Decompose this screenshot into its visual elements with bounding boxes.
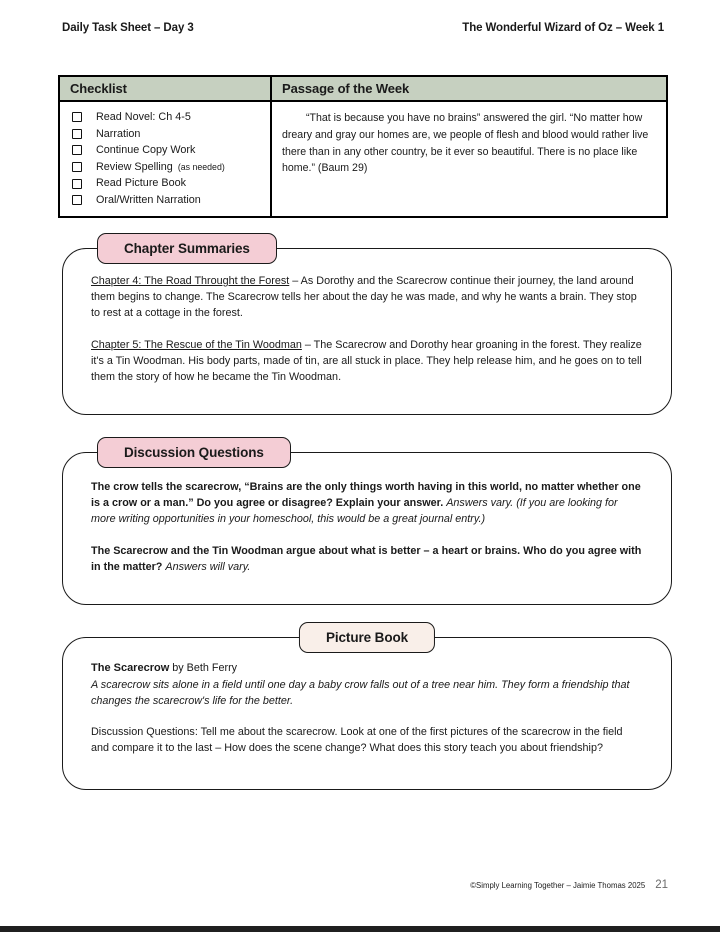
checklist-item — [70, 142, 264, 159]
page-header — [62, 22, 664, 34]
checkbox-icon — [72, 162, 82, 172]
checklist-item-label: Review Spelling — [96, 160, 173, 173]
book-title: The Scarecrow — [91, 662, 170, 674]
page-footer — [470, 879, 668, 891]
checklist-item — [70, 192, 264, 209]
chapter-body: – The Scarecrow and Dorothy hear groaning in the forest. They realize it's a Tin Woodman. His body parts, made of tin, are all stuck in place. They help release him, and he goes on to tell them the story of how he became the Tin Woodman. — [91, 338, 642, 383]
header-right-title: The Wonderful Wizard of Oz – Week 1 — [462, 22, 664, 34]
checkbox-icon — [72, 112, 82, 122]
section-picture-book — [62, 622, 672, 790]
picture-book-heading: Picture Book — [299, 622, 435, 653]
book-discussion: Discussion Questions: Tell me about the scarecrow. Look at one of the first pictures of the scarecrow in the field and compare it to the last – How does the scene change? What does this story teach you about friendship? — [91, 725, 623, 755]
checklist-item-label: Oral/Written Narration — [96, 193, 201, 206]
checklist-item — [70, 175, 264, 192]
header-left-title: Daily Task Sheet – Day 3 — [62, 22, 194, 34]
book-summary: A scarecrow sits alone in a field until one day a baby crow falls out of a tree near him. They form a friendship that changes the scarecrow's life for the better. — [91, 678, 630, 707]
checklist-item-label: Narration — [96, 127, 141, 140]
checklist-header-cell: Checklist — [59, 76, 271, 101]
checklist-item-label: Continue Copy Work — [96, 144, 196, 157]
checklist-item-note: (as needed) — [177, 161, 225, 172]
book-title-line — [91, 660, 643, 677]
chapter-summary — [91, 337, 643, 386]
chapter-heading: Chapter 5: The Rescue of the Tin Woodman — [91, 338, 302, 351]
checkbox-icon — [72, 129, 82, 139]
discussion-questions-heading: Discussion Questions — [97, 437, 291, 468]
chapter-body: – As Dorothy and the Scarecrow continue their journey, the land around them begins to change. The Scarecrow tells her about the day he was made, and why he wants a brain. They stop to rest at a cottage in the forest. — [91, 275, 637, 320]
checkbox-icon — [72, 145, 82, 155]
discussion-question — [91, 479, 643, 528]
chapter-heading: Chapter 4: The Road Throught the Forest — [91, 275, 290, 287]
chapter-summary — [91, 273, 643, 322]
chapter-summaries-box — [62, 248, 672, 415]
passage-header-cell: Passage of the Week — [271, 76, 667, 101]
checklist-item — [70, 126, 264, 143]
checklist-table — [58, 75, 668, 218]
checkbox-icon — [72, 195, 82, 205]
checklist-item — [70, 159, 264, 176]
answer-text: Answers vary. (If you are looking for more writing opportunities in your homeschool, this would be a great journal entry.) — [91, 497, 618, 526]
book-author: by Beth Ferry — [172, 662, 238, 674]
section-discussion-questions — [62, 437, 672, 605]
page-number: 21 — [655, 879, 668, 891]
chapter-summaries-heading: Chapter Summaries — [97, 233, 277, 264]
question-text: The crow tells the scarecrow, “Brains are the only things worth having in this world, no matter whether one is a crow or a man.” Do you agree or disagree? Explain your answer. — [91, 481, 641, 510]
passage-text: “That is because you have no brains” answered the girl. “No matter how dreary and gray our homes are, we people of flesh and blood would rather live there than in any other country, be it ever so beautiful. There is no place like home.” (Baum 29) — [282, 112, 649, 175]
section-chapter-summaries — [62, 233, 672, 415]
bottom-edge-bar — [0, 926, 720, 932]
question-text: The Scarecrow and the Tin Woodman argue about what is better – a heart or brains. Who do you agree with in the matter? — [91, 544, 642, 573]
answer-text: Answers will vary. — [165, 560, 251, 573]
checklist-item-label: Read Picture Book — [96, 177, 187, 190]
discussion-questions-box — [62, 452, 672, 605]
checklist-items — [59, 101, 271, 217]
checkbox-icon — [72, 179, 82, 189]
checklist-item — [70, 109, 264, 126]
discussion-question — [91, 543, 643, 575]
passage-cell — [271, 101, 667, 217]
checklist-item-label: Read Novel: Ch 4-5 — [96, 111, 191, 123]
copyright-text: ©Simply Learning Together – Jaimie Thomas 2025 — [470, 881, 646, 890]
picture-book-box — [62, 637, 672, 790]
